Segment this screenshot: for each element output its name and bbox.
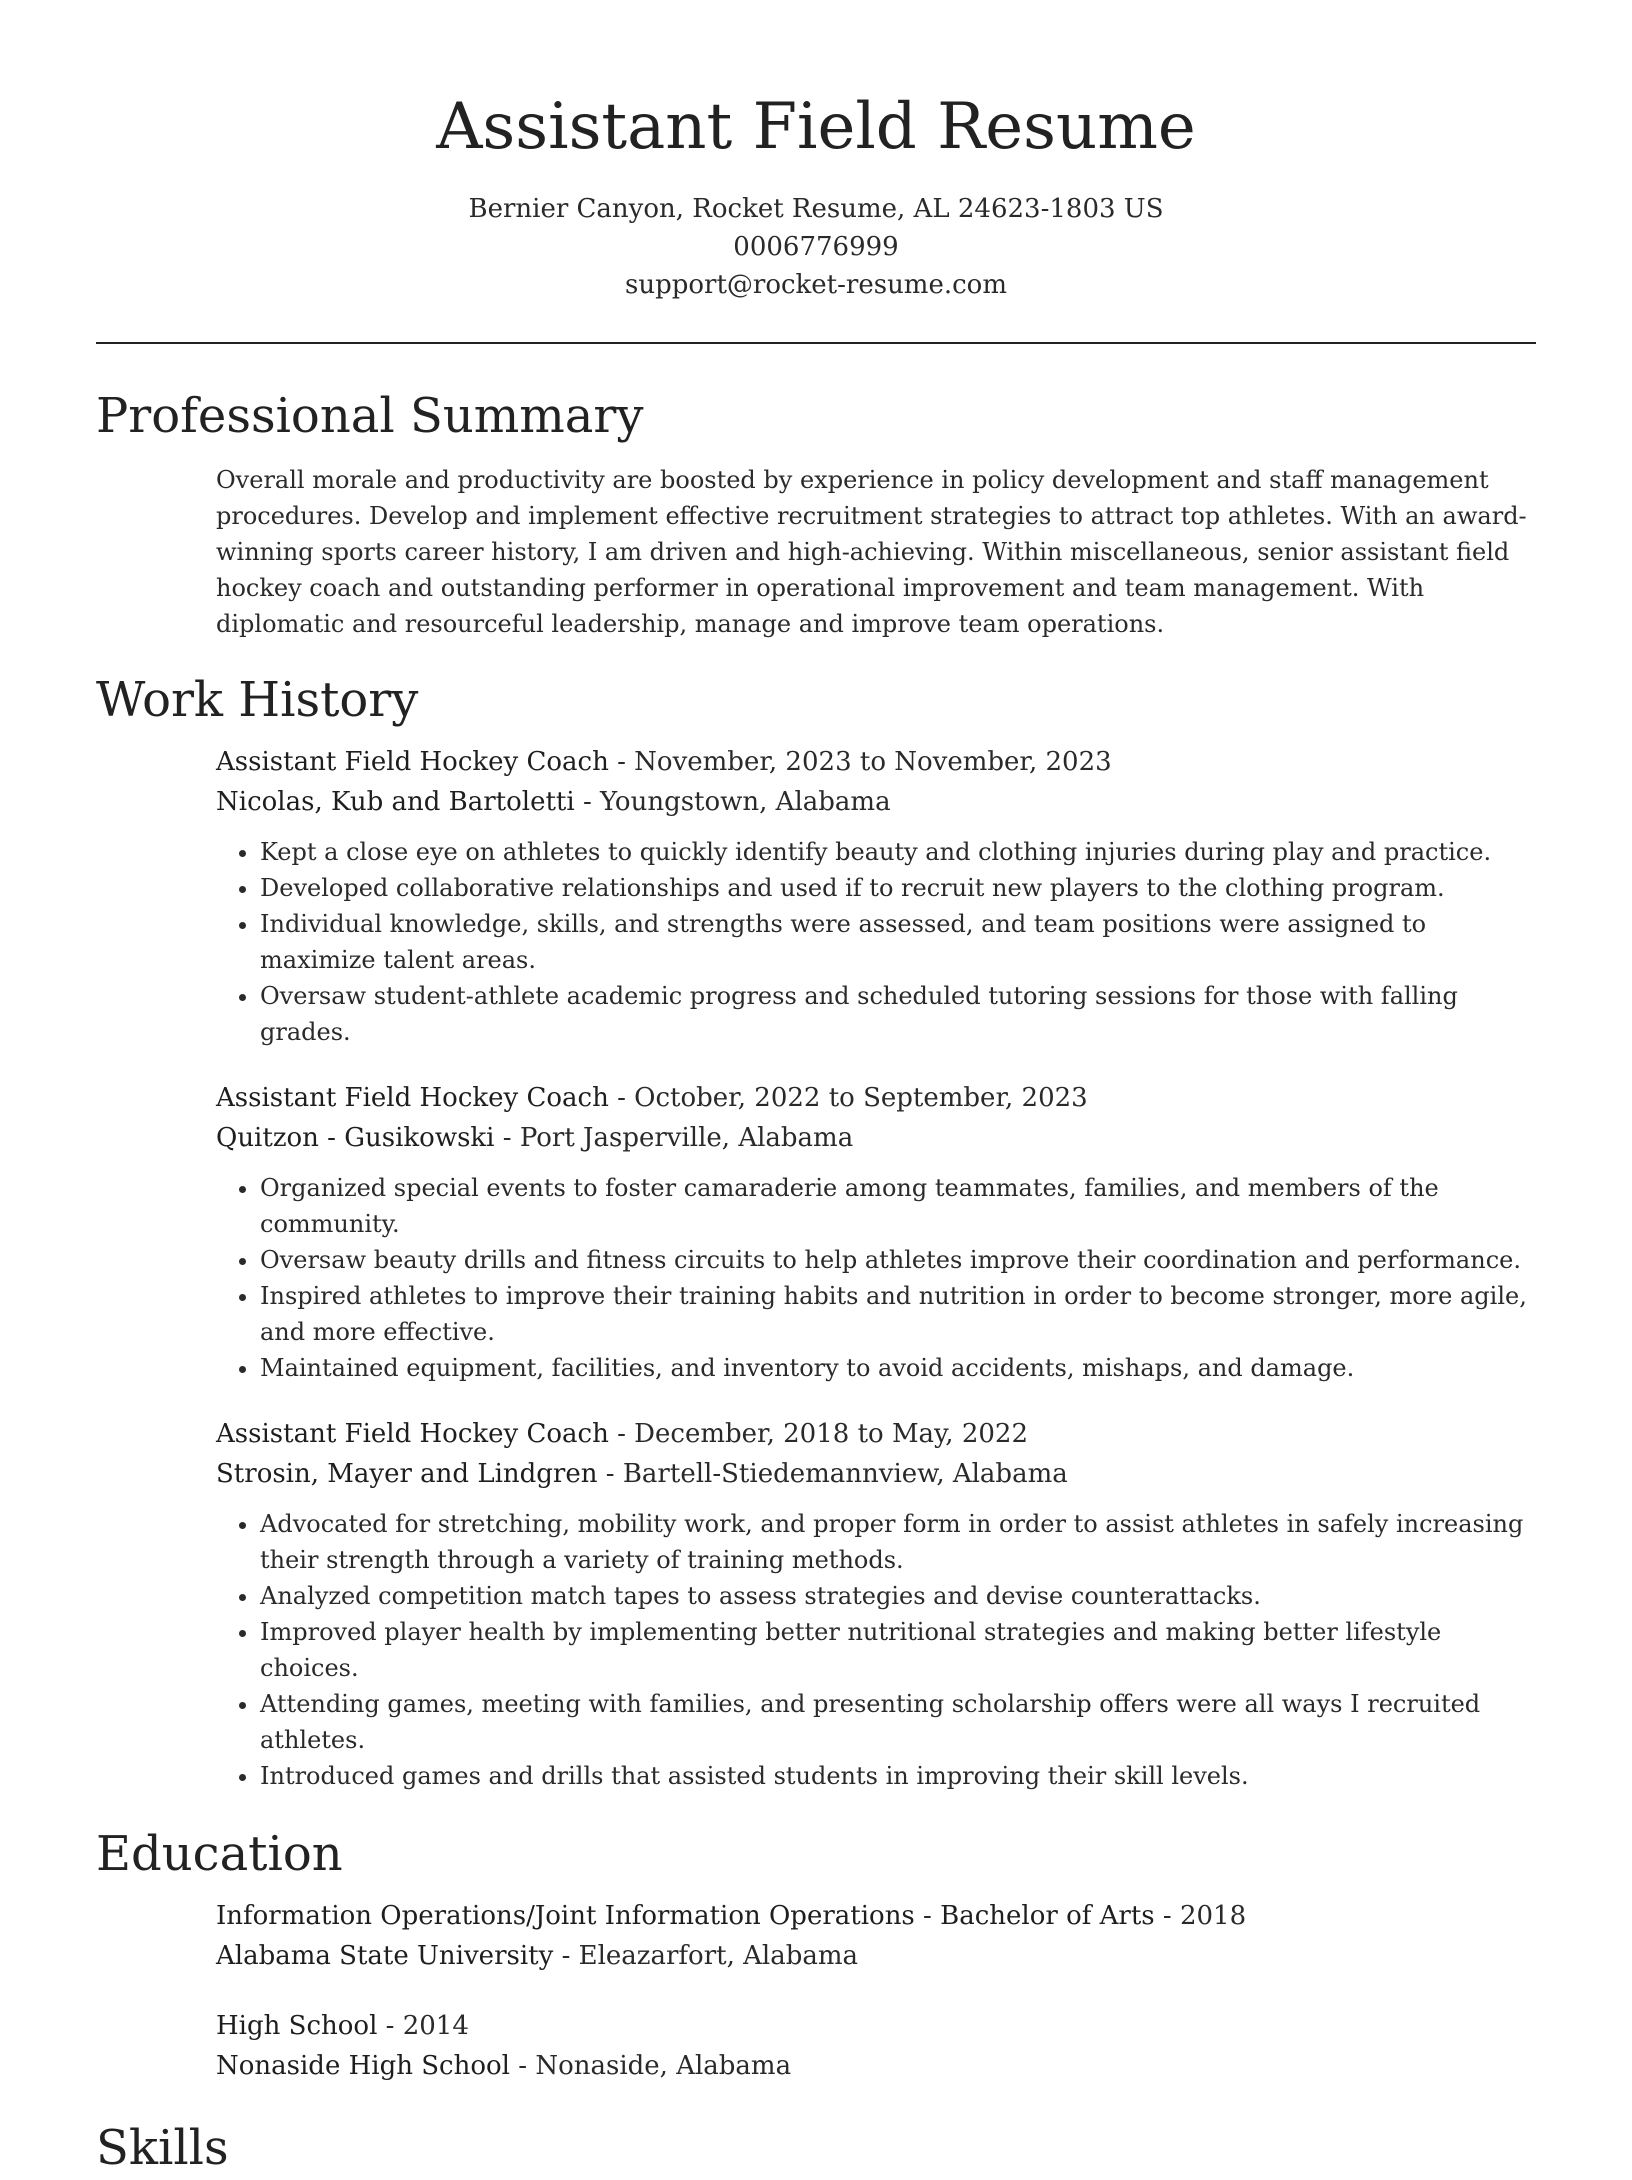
job-dates: October, 2022 to September, 2023 — [634, 1083, 1088, 1113]
summary-section — [96, 384, 1536, 642]
list-item: • Oversaw beauty drills and fitness circuits to help athletes improve their coordination and performance. — [260, 1242, 1536, 1278]
header-divider — [96, 342, 1536, 344]
separator: - — [582, 787, 601, 817]
separator: - — [385, 2011, 403, 2041]
list-item: • Introduced games and drills that assisted students in improving their skill levels. — [260, 1758, 1536, 1794]
education-school: Alabama State University — [216, 1941, 554, 1971]
list-item: • Improved player health by implementing better nutritional strategies and making better lifestyle choices. — [260, 1614, 1536, 1686]
job-title-line — [216, 742, 1536, 782]
education-location: Eleazarfort, Alabama — [578, 1941, 859, 1971]
education-year: 2014 — [402, 2011, 469, 2041]
education-location: Nonaside, Alabama — [535, 2051, 792, 2081]
list-item: • Oversaw student-athlete academic progress and scheduled tutoring sessions for those with falling grades. — [260, 978, 1536, 1050]
separator: - — [502, 1123, 520, 1153]
work-history-section — [96, 668, 1536, 1794]
education-field: Information Operations/Joint Information Operations — [216, 1901, 915, 1931]
address-text: Bernier Canyon, Rocket Resume, AL 24623-1803 US — [468, 194, 1164, 224]
job-role: Assistant Field Hockey Coach — [216, 1083, 609, 1113]
job-company-line — [216, 782, 1536, 822]
job-title-line — [216, 1414, 1536, 1454]
separator: - — [518, 2051, 536, 2081]
education-title-line — [216, 1896, 1536, 1936]
work-history-heading: Work History — [96, 672, 419, 728]
separator: - — [617, 1419, 635, 1449]
education-degree: Bachelor of Arts — [940, 1901, 1155, 1931]
job-company-line — [216, 1118, 1536, 1158]
job-role: Assistant Field Hockey Coach — [216, 747, 609, 777]
job-bullets — [216, 1170, 1536, 1386]
job-entry — [216, 1078, 1536, 1386]
education-school-line — [216, 1936, 1536, 1976]
phone-text: 0006776999 — [733, 232, 899, 262]
separator: - — [1162, 1901, 1180, 1931]
education-entry — [216, 1896, 1536, 1976]
job-company-line — [216, 1454, 1536, 1494]
resume-page — [96, 0, 1536, 2180]
education-school-line — [216, 2046, 1536, 2086]
list-item: • Advocated for stretching, mobility work, and proper form in order to assist athletes in safely increasing their strength through a variety of training methods. — [260, 1506, 1536, 1578]
job-bullets — [216, 1506, 1536, 1794]
email-text: support@rocket-resume.com — [624, 270, 1007, 300]
separator: - — [561, 1941, 579, 1971]
education-heading: Education — [96, 1826, 343, 1882]
skills-section — [96, 2116, 1536, 2180]
job-location: Bartell-Stiedemannview, Alabama — [622, 1459, 1068, 1489]
resume-header — [96, 0, 1536, 304]
separator: - — [605, 1459, 623, 1489]
job-company: Nicolas, Kub and Bartoletti — [216, 787, 575, 817]
job-entry — [216, 742, 1536, 1050]
job-bullets — [216, 834, 1536, 1050]
list-item: • Inspired athletes to improve their training habits and nutrition in order to become stronger, more agile, and more effective. — [260, 1278, 1536, 1350]
education-field: High School — [216, 2011, 378, 2041]
job-location: Port Jasperville, Alabama — [519, 1123, 854, 1153]
separator: - — [617, 1083, 635, 1113]
separator: - — [617, 747, 635, 777]
job-company: Quitzon - Gusikowski — [216, 1123, 495, 1153]
list-item: • Individual knowledge, skills, and strengths were assessed, and team positions were assigned to maximize talent areas. — [260, 906, 1536, 978]
skills-heading: Skills — [96, 2120, 229, 2176]
list-item: • Attending games, meeting with families, and presenting scholarship offers were all ways I recruited athletes. — [260, 1686, 1536, 1758]
job-title-line — [216, 1078, 1536, 1118]
job-dates: November, 2023 to November, 2023 — [634, 747, 1112, 777]
summary-heading: Professional Summary — [96, 388, 644, 444]
summary-paragraph: Overall morale and productivity are boosted by experience in policy development and staff management procedures. Develop and implement effective recruitment strategies to attract top athletes. With an award-winning sports career history, I am driven and high-achieving. Within miscellaneous, senior assistant field hockey coach and outstanding performer in operational improvement and team management. With diplomatic and resourceful leadership, manage and improve team operations. — [216, 466, 1527, 638]
education-entry — [216, 2006, 1536, 2086]
job-role: Assistant Field Hockey Coach — [216, 1419, 609, 1449]
education-year: 2018 — [1179, 1901, 1247, 1931]
job-entry — [216, 1414, 1536, 1794]
job-dates: December, 2018 to May, 2022 — [634, 1419, 1028, 1449]
resume-title: Assistant Field Resume — [436, 90, 1196, 164]
contact-block — [96, 190, 1536, 304]
education-section — [96, 1822, 1536, 2086]
list-item: • Analyzed competition match tapes to assess strategies and devise counterattacks. — [260, 1578, 1536, 1614]
job-location: Youngstown, Alabama — [600, 787, 891, 817]
list-item: • Developed collaborative relationships and used if to recruit new players to the clothing program. — [260, 870, 1536, 906]
list-item: • Organized special events to foster camaraderie among teammates, families, and members of the community. — [260, 1170, 1536, 1242]
list-item: • Maintained equipment, facilities, and inventory to avoid accidents, mishaps, and damage. — [260, 1350, 1536, 1386]
education-title-line — [216, 2006, 1536, 2046]
education-school: Nonaside High School — [216, 2051, 510, 2081]
separator: - — [923, 1901, 941, 1931]
list-item: • Kept a close eye on athletes to quickly identify beauty and clothing injuries during play and practice. — [260, 834, 1536, 870]
job-company: Strosin, Mayer and Lindgren — [216, 1459, 598, 1489]
